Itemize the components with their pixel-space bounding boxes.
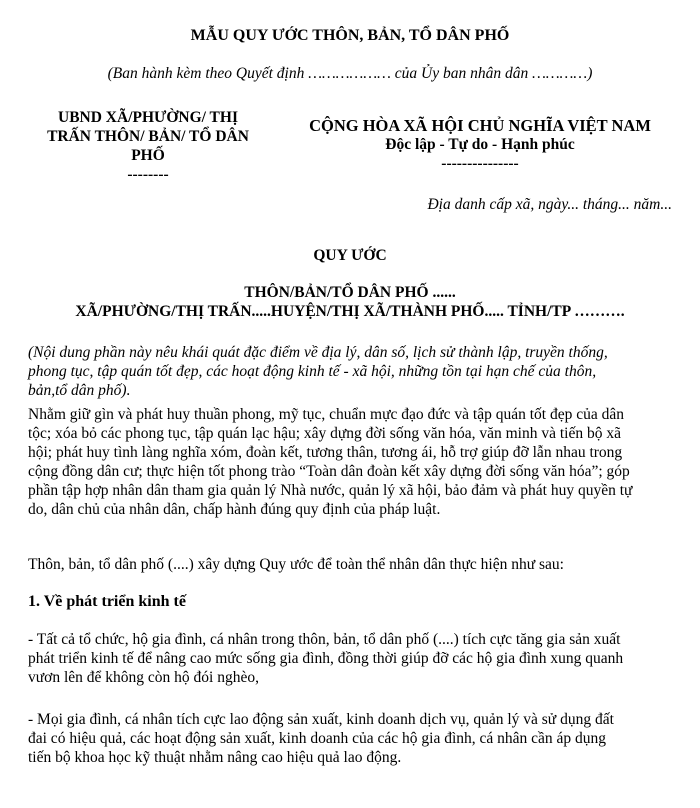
paragraph-line: tộc; xóa bỏ các phong tục, tập quán lạc hậu; xây dựng đời sống văn hóa, văn minh và tiến bộ xã xyxy=(28,425,621,442)
national-motto: Độc lập - Tự do - Hạnh phúc xyxy=(385,136,575,153)
paragraph-line: cộng đồng dân cư; thực hiện tốt phong trào “Toàn dân đoàn kết xây dựng đời sống văn hóa”; góp xyxy=(28,463,630,480)
intro-line: phong tục, tập quán tốt đẹp, các hoạt động kinh tế - xã hội, những tồn tại hạn chế của thôn, xyxy=(28,363,597,380)
document-template-title: MẪU QUY ƯỚC THÔN, BẢN, TỔ DÂN PHỐ xyxy=(190,27,510,44)
motto-divider: --------------- xyxy=(441,155,519,172)
place-date-line: Địa danh cấp xã, ngày... tháng... năm... xyxy=(427,196,672,213)
section-heading-economy: 1. Về phát triển kinh tế xyxy=(28,593,186,610)
paragraph-line: hội; phát huy tình làng nghĩa xóm, đoàn kết, tương thân, tương ái, hỗ trợ giúp đỡ lẫn nhau trong xyxy=(28,444,623,461)
paragraph-line: phát triển kinh tế để nâng cao mức sống gia đình, đồng thời giúp đỡ các hộ gia đình xung quanh xyxy=(28,650,624,667)
paragraph-line: tiến bộ khoa học kỹ thuật nhằm nâng cao hiệu quả lao động. xyxy=(28,749,402,766)
village-line: THÔN/BẢN/TỔ DÂN PHỐ ...... xyxy=(244,284,456,301)
statement-paragraph: Thôn, bản, tổ dân phố (....) xây dựng Quy ước để toàn thể nhân dân thực hiện như sau: xyxy=(28,556,564,573)
regulation-title: QUY ƯỚC xyxy=(313,247,387,264)
issuing-authority-line: PHỐ xyxy=(131,147,165,164)
country-name: CỘNG HÒA XÃ HỘI CHỦ NGHĨA VIỆT NAM xyxy=(309,116,651,135)
intro-line: (Nội dung phần này nêu khái quát đặc điểm về địa lý, dân số, lịch sử thành lập, truyền thống, xyxy=(28,344,608,361)
regulation-subtitle xyxy=(0,283,700,321)
economy-item-1 xyxy=(28,630,674,687)
intro-paragraph xyxy=(28,343,674,400)
national-motto-block xyxy=(290,116,670,173)
intro-line: bản,tổ dân phố). xyxy=(28,382,131,399)
paragraph-line: Nhằm giữ gìn và phát huy thuần phong, mỹ tục, chuẩn mực đạo đức và tập quán tốt đẹp của dân xyxy=(28,406,624,423)
economy-item-2 xyxy=(28,710,674,767)
paragraph-line: đai có hiệu quả, các hoạt động sản xuất, kinh doanh của các hộ gia đình, cá nhân cần áp dụng xyxy=(28,730,607,747)
paragraph-line: vươn lên để không còn hộ đói nghèo, xyxy=(28,669,259,686)
paragraph-line: phần tập hợp nhân dân tham gia quản lý Nhà nước, quản lý xã hội, bảo đảm và phát huy quyền tự xyxy=(28,482,633,499)
issuing-authority-divider: -------- xyxy=(127,166,169,183)
purpose-paragraph xyxy=(28,405,674,519)
paragraph-line: - Tất cả tổ chức, hộ gia đình, cá nhân trong thôn, bản, tổ dân phố (....) tích cực tăng gia sản xuất xyxy=(28,631,621,648)
issuance-note: (Ban hành kèm theo Quyết định ……………… của Ủy ban nhân dân …………) xyxy=(107,65,593,82)
paragraph-line: do, dân chủ của nhân dân, chấp hành đúng quy định của pháp luật. xyxy=(28,501,441,518)
issuing-authority-block xyxy=(38,108,258,184)
paragraph-line: - Mọi gia đình, cá nhân tích cực lao động sản xuất, kinh doanh dịch vụ, quản lý và sử dụng đất xyxy=(28,711,614,728)
commune-district-line: XÃ/PHƯỜNG/THỊ TRẤN.....HUYỆN/THỊ XÃ/THÀNH PHỐ..... TỈNH/TP ………. xyxy=(75,303,625,320)
issuing-authority-line: UBND XÃ/PHƯỜNG/ THỊ xyxy=(58,109,238,126)
issuing-authority-line: TRẤN THÔN/ BẢN/ TỔ DÂN xyxy=(47,128,249,145)
